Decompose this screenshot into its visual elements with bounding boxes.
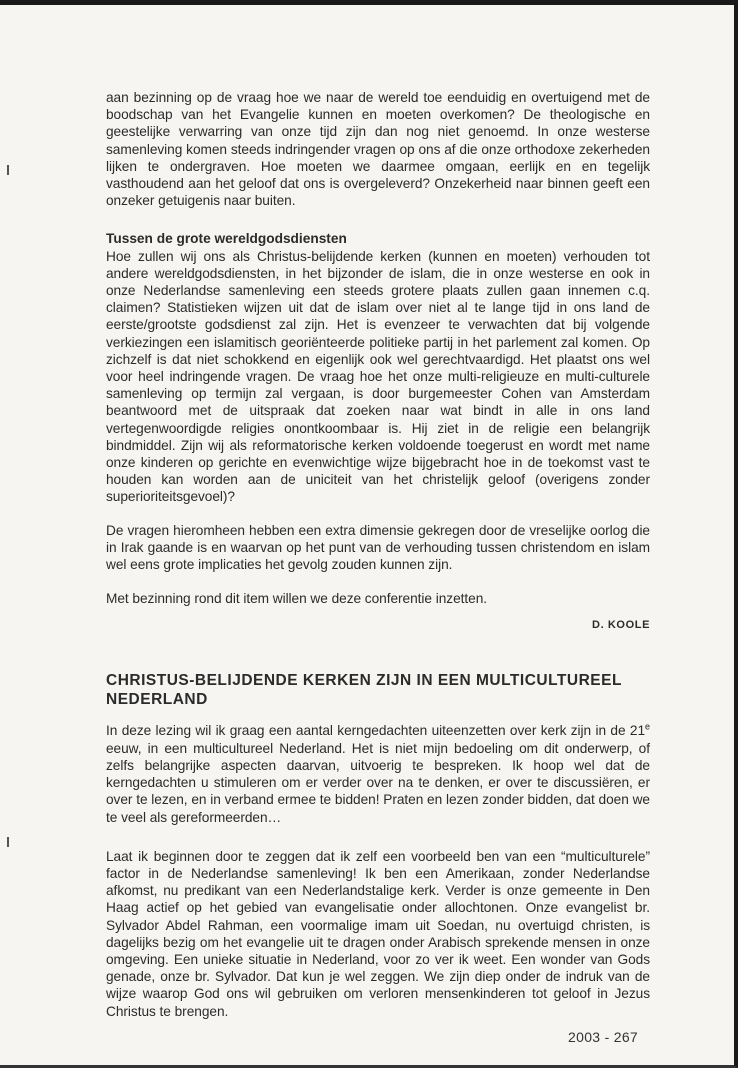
section-paragraph: De vragen hieromheen hebben een extra dimensie gekregen door de vreselijke oorlog die in Irak gaande is en waarvan op het punt van de verhouding tussen christendom en islam wel eens grote implicaties het gevolg zouden kunnen zijn. (106, 522, 650, 573)
article-paragraph-rest: eeuw, in een multicultureel Nederland. Het is niet mijn bedoeling om dit onderwerp, of zelfs belangrijke aspecten daarvan, uitvoerig te bespreken. Ik hoop wel dat de kerngedachten u stimuleren om er verder over na te denken, er over te discussiëren, er over te lezen, en in verband ermee te bidden! Praten en lezen zonder bidden, dat doen we te veel als gereformeerden… (106, 740, 650, 825)
intro-paragraph: aan bezinning op de vraag hoe we naar de wereld toe eenduidig en overtuigend met de boodschap van het Evangelie kunnen en moeten overkomen? De theologische en geestelijke verwarring van onze tijd zijn dan nog niet genoemd. In onze westerse samenleving komen steeds indringender vragen op ons af die onze orthodoxe zekerheden lijken te ondergraven. Hoe moeten we daarmee omgaan, eerlijk en en tegelijk vasthoudend aan het geloof dat ons is overgeleverd? Onzekerheid naar binnen geeft een onzeker getuigenis naar buiten. (106, 90, 650, 209)
section-paragraph: Met bezinning rond dit item willen we deze conferentie inzetten. (106, 591, 488, 607)
margin-mark (7, 837, 9, 847)
article-paragraph-start: In deze lezing wil ik graag een aantal kerngedachten uiteenzetten over kerk zijn in de 21 (106, 723, 646, 739)
section-paragraph: Hoe zullen wij ons als Christus-belijdende kerken (kunnen en moeten) verhouden tot andere wereldgodsdiensten, in het bijzonder de islam, die in onze westerse en ook in onze Nederlandse samenleving een steeds grotere plaats zullen gaan innemen c.q. claimen? Statistieken wijzen uit dat de islam over niet al te lange tijd in ons land de eerste/grootste godsdienst zal zijn. Het is evenzeer te verwachten dat bij volgende verkiezingen een islamitisch georiënteerde politieke partij in het parlement zal komen. Op zichzelf is dat niet schokkend en eigenlijk ook wel gerechtvaardigd. Het plaatst ons wel voor heel indringende vragen. De vraag hoe het onze multi-religieuze en multi-culturele samenleving op termijn zal vergaan, is door burgemeester Cohen van Amsterdam beantwoord met de uitspraak dat zoeken naar wat bindt in alle in ons land vertegenwoordigde religies onontkoombaar is. Hij ziet in de religie een belangrijk bindmiddel. Zijn wij als reformatorische kerken voldoende toegerust en wordt met name onze kinderen op gerichte en evenwichtige wijze bijgebracht hoe in de toekomst vast te houden kan worden aan de uniciteit van het christelijk geloof (overigens zonder superioriteitsgevoel)? (106, 248, 650, 505)
text-column (106, 89, 650, 1020)
ordinal-suffix: e (645, 721, 650, 732)
author-signature: D. KOOLE (592, 619, 650, 632)
article-title: CHRISTUS-BELIJDENDE KERKEN ZIJN IN EEN MULTICULTUREEL NEDERLAND (106, 672, 622, 709)
margin-mark (7, 165, 9, 175)
article-paragraph (106, 722, 650, 825)
section-heading: Tussen de grote wereldgodsdiensten (106, 231, 347, 247)
article-paragraph: Laat ik beginnen door te zeggen dat ik zelf een voorbeeld ben van een “multiculturele” factor in de Nederlandse samenleving! Ik ben een Amerikaan, zonder Nederlandse afkomst, nu predikant van een Nederlandstalige kerk. Verder is onze gemeente in Den Haag actief op het gebied van evangelisatie onder allochtonen. Onze evangelist br. Sylvador Abdel Rahman, een voormalige imam uit Soedan, nu overtuigd christen, is dagelijks bezig om het evangelie uit te dragen onder Arabisch sprekende mensen in onze omgeving. Een unieke situatie in Nederland, voor zo ver ik weet. Een wonder van Gods genade, onze br. Sylvador. Dat kun je wel zeggen. We zijn diep onder de indruk van de wijze waarop God ons wil gebruiken om verloren mensenkinderen tot geloof in Jezus Christus te brengen. (106, 848, 650, 1019)
page-number: 2003 - 267 (568, 1029, 638, 1045)
